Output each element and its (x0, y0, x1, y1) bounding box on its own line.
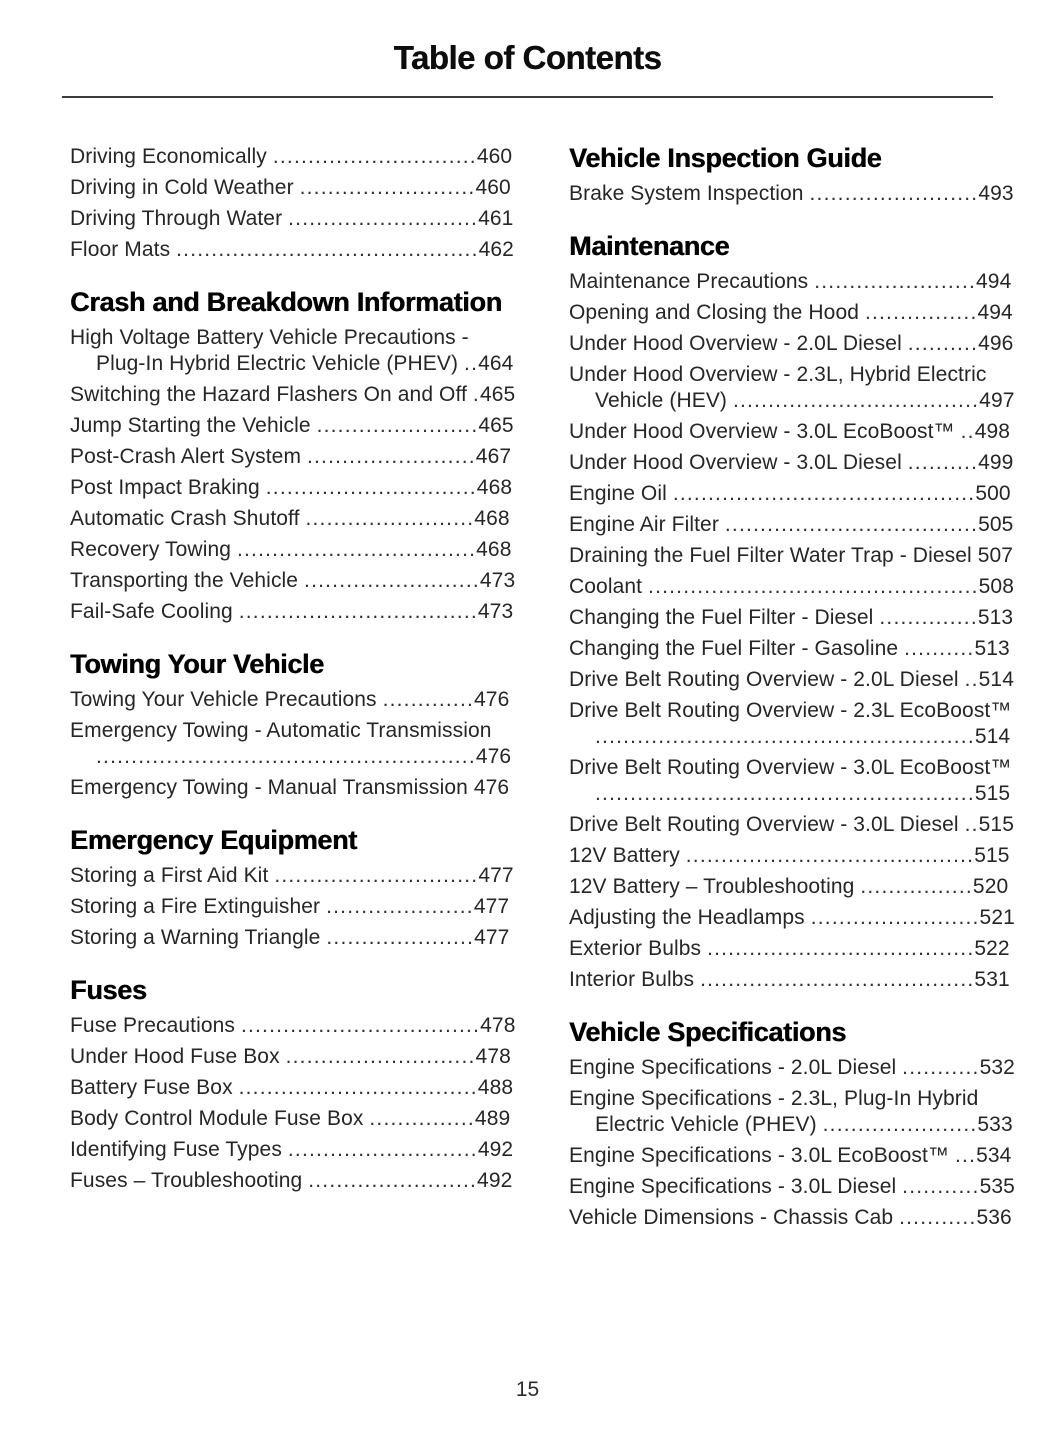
toc-entry-title: High Voltage Battery Vehicle Precautions - Plug-In Hybrid Electric Vehicle (PHEV) (70, 326, 469, 375)
toc-entry-leader-dots: ........................................... (176, 238, 479, 261)
toc-entry-page: 460 (475, 176, 511, 199)
toc-entry-leader-dots: ........................................... (672, 482, 976, 505)
toc-entry-leader-dots: ...................... (822, 1113, 978, 1136)
toc-entry (569, 755, 1015, 807)
toc-entry (569, 269, 1015, 295)
toc-entry (569, 874, 1015, 900)
toc-entry (569, 450, 1015, 476)
toc-entry-page: 515 (974, 782, 1011, 805)
toc-entry (70, 894, 516, 920)
section-heading: Vehicle Specifications (569, 1017, 847, 1047)
toc-entry-leader-dots: ........................... (287, 1138, 478, 1161)
toc-entry-leader-dots: . (472, 383, 480, 406)
toc-entry-title: Changing the Fuel Filter - Gasoline (569, 637, 905, 660)
toc-entry (569, 1055, 1015, 1081)
toc-entry-title: Engine Specifications - 3.0L Diesel (569, 1175, 903, 1198)
toc-entry (569, 636, 1015, 662)
toc-entry (569, 419, 1015, 445)
section-heading: Emergency Equipment (70, 825, 357, 855)
toc-entry-page: 494 (976, 270, 1012, 293)
toc-entry-title: Storing a Fire Extinguisher (70, 895, 327, 918)
page-title: Table of Contents (393, 39, 662, 76)
toc-entry (70, 1168, 516, 1194)
toc-entry (569, 1205, 1015, 1231)
toc-entry (70, 1106, 516, 1132)
toc-entry-page: 476 (474, 688, 510, 711)
toc-entry-leader-dots: ...................................................... (595, 782, 975, 805)
toc-entry (569, 331, 1015, 357)
toc-entry (569, 481, 1015, 507)
toc-entry-leader-dots: .............................. (265, 476, 477, 499)
toc-entry-page: 467 (475, 445, 512, 468)
section-heading: Maintenance (569, 231, 730, 261)
toc-entry-title: Driving Through Water (70, 207, 289, 230)
toc-entry-title: Fail-Safe Cooling (70, 600, 239, 623)
toc-entry-page: 499 (978, 451, 1014, 474)
section-heading: Fuses (70, 975, 147, 1005)
toc-entry-title: Under Hood Fuse Box (70, 1045, 286, 1068)
toc-section (70, 650, 516, 801)
toc-entry-page: 514 (978, 668, 1014, 691)
toc-entry-page: 520 (972, 875, 1009, 898)
toc-entry-title: Under Hood Overview - 2.0L Diesel (569, 332, 908, 355)
toc-entry-title: Towing Your Vehicle Precautions (70, 688, 383, 711)
toc-entry (70, 1075, 516, 1101)
toc-entry-title: Fuses – Troubleshooting (70, 1169, 309, 1192)
toc-entry-page: 515 (974, 844, 1010, 867)
column-right (569, 144, 1015, 1236)
toc-entry-leader-dots: ................ (864, 301, 978, 324)
toc-entry-page: 505 (978, 513, 1014, 536)
toc-entry-page: 488 (477, 1076, 514, 1099)
toc-entry-title: Adjusting the Headlamps (569, 906, 811, 929)
toc-entry (70, 537, 516, 563)
toc-entry-title: 12V Battery (569, 844, 686, 867)
toc-entry-page: 508 (978, 575, 1014, 598)
toc-entry-title: Driving in Cold Weather (70, 176, 300, 199)
toc-entry-page: 507 (977, 544, 1014, 567)
toc-entry-leader-dots: .. (964, 668, 979, 691)
toc-entry-page: 468 (476, 538, 512, 561)
toc-entry (70, 718, 516, 770)
toc-entry-page: 477 (473, 895, 510, 918)
toc-entry-title: 12V Battery – Troubleshooting (569, 875, 861, 898)
toc-entry-page: 462 (478, 238, 514, 261)
toc-entry (70, 506, 516, 532)
toc-entry (569, 1174, 1015, 1200)
toc-entry-page: 531 (974, 968, 1010, 991)
toc-entry (70, 1013, 516, 1039)
toc-entry-leader-dots: ....................................... (700, 968, 975, 991)
toc-entry-page: 477 (474, 926, 510, 949)
toc-entry-page: 492 (477, 1138, 514, 1161)
toc-entry-page: 478 (475, 1045, 511, 1068)
toc-entry-page: 476 (473, 776, 510, 799)
toc-entry (569, 512, 1015, 538)
section-heading: Crash and Breakdown Information (70, 287, 502, 317)
toc-entry-page: 513 (977, 606, 1014, 629)
toc-entry-title: Engine Air Filter (569, 513, 725, 536)
toc-entry-page: 494 (977, 301, 1013, 324)
toc-entry (70, 413, 516, 439)
toc-entry-leader-dots: .......... (904, 637, 975, 660)
toc-entry-title: Under Hood Overview - 2.3L, Hybrid Electric Vehicle (HEV) (569, 363, 987, 412)
toc-entry-page: 535 (979, 1175, 1015, 1198)
toc-entry (70, 1044, 516, 1070)
toc-entry-title: Drive Belt Routing Overview - 2.0L Diesel (569, 668, 965, 691)
toc-entry-title: Floor Mats (70, 238, 177, 261)
toc-entry-title: Storing a First Aid Kit (70, 864, 275, 887)
toc-entry (569, 605, 1015, 631)
toc-entry-title: Changing the Fuel Filter - Diesel (569, 606, 880, 629)
toc-entry-page: 460 (476, 145, 513, 168)
toc-entry-page: 498 (974, 420, 1011, 443)
toc-entry (569, 300, 1015, 326)
toc-entry-title: Vehicle Dimensions - Chassis Cab (569, 1206, 900, 1229)
toc-entry-title: Maintenance Precautions (569, 270, 815, 293)
toc-entry-leader-dots: ........................ (810, 906, 980, 929)
toc-entry-leader-dots: .......... (907, 451, 979, 474)
toc-entry (70, 325, 516, 377)
toc-entry-leader-dots: .................................. (238, 1076, 478, 1099)
column-left (70, 144, 516, 1236)
toc-entry-leader-dots: ........................ (305, 507, 475, 530)
toc-entry-leader-dots: ........................... (288, 207, 479, 230)
toc-entry-page: 465 (478, 414, 514, 437)
toc-entry-title: Recovery Towing (70, 538, 237, 561)
toc-entry-page: 489 (474, 1107, 511, 1130)
toc-entry (70, 687, 516, 713)
toc-entry-leader-dots: ...................................................... (96, 745, 476, 768)
toc-entry-page: 468 (474, 507, 510, 530)
toc-entry-title: Under Hood Overview - 3.0L Diesel (569, 451, 908, 474)
toc-entry-leader-dots: ....................... (814, 270, 977, 293)
toc-entry-title: Post-Crash Alert System (70, 445, 307, 468)
toc-entry-leader-dots: ............................. (274, 864, 479, 887)
toc-entry (569, 843, 1015, 869)
toc-entry (70, 775, 516, 801)
toc-section (569, 232, 1015, 993)
toc-entry-leader-dots: ............................................... (648, 575, 979, 598)
toc-section (70, 144, 516, 263)
toc-entry-leader-dots: ........... (902, 1175, 980, 1198)
toc-entry (569, 936, 1015, 962)
toc-entry-page: 496 (978, 332, 1014, 355)
toc-entry-title: Fuse Precautions (70, 1014, 241, 1037)
toc-entry-leader-dots: ..................... (326, 895, 474, 918)
toc-entry-leader-dots: ................ (860, 875, 973, 898)
toc-entry (569, 905, 1015, 931)
toc-entry-title: Engine Specifications - 3.0L EcoBoost™ (569, 1144, 956, 1167)
toc-entry-leader-dots: ........................ (308, 1169, 478, 1192)
toc-entry-page: 532 (979, 1056, 1015, 1079)
toc-entry-leader-dots: ..................... (326, 926, 475, 949)
toc-entry (569, 812, 1015, 838)
toc-entry-page: 500 (975, 482, 1011, 505)
toc-entry-leader-dots: ......................................... (685, 844, 975, 867)
toc-entry-page: 521 (979, 906, 1015, 929)
toc-entry-page: 476 (475, 745, 512, 768)
toc-entry-leader-dots: ...................................... (707, 937, 975, 960)
toc-entry-leader-dots: .. (464, 352, 479, 375)
toc-entry-page: 464 (478, 352, 514, 375)
toc-entry-title: Coolant (569, 575, 649, 598)
toc-entry-page: 465 (479, 383, 516, 406)
toc-columns (62, 143, 1015, 1236)
toc-entry (70, 599, 516, 625)
toc-entry-page: 515 (978, 813, 1014, 836)
toc-entry (70, 206, 516, 232)
toc-entry (70, 144, 516, 170)
toc-entry-title: Transporting the Vehicle (70, 569, 305, 592)
toc-entry (569, 574, 1015, 600)
toc-entry-page: 461 (478, 207, 514, 230)
toc-entry (569, 543, 1015, 569)
toc-entry-title: Opening and Closing the Hood (569, 301, 865, 324)
toc-section (70, 288, 516, 625)
toc-entry-page: 473 (479, 569, 516, 592)
toc-entry-leader-dots: .......... (907, 332, 979, 355)
toc-entry-leader-dots: ......................... (304, 569, 480, 592)
toc-entry-leader-dots: .............. (879, 606, 978, 629)
toc-entry-leader-dots: .................................... (724, 513, 979, 536)
toc-entry-title: Draining the Fuel Filter Water Trap - Diesel (569, 544, 978, 567)
toc-entry-leader-dots: .. (960, 420, 975, 443)
title-divider (62, 96, 993, 98)
toc-entry-leader-dots: ........................... (285, 1045, 476, 1068)
toc-entry-title: Driving Economically (70, 145, 273, 168)
toc-entry-title: Switching the Hazard Flashers On and Off (70, 383, 473, 406)
toc-entry (70, 1137, 516, 1163)
toc-entry (70, 175, 516, 201)
toc-entry-leader-dots: ............. (382, 688, 475, 711)
toc-entry-page: 492 (477, 1169, 513, 1192)
section-heading: Vehicle Inspection Guide (569, 143, 882, 173)
toc-entry-leader-dots: .. (964, 813, 979, 836)
toc-entry-leader-dots: ............................. (272, 145, 477, 168)
toc-entry-page: 477 (478, 864, 514, 887)
toc-entry-title: Jump Starting the Vehicle (70, 414, 317, 437)
toc-entry (569, 1086, 1015, 1138)
toc-entry-title: Engine Specifications - 2.3L, Plug-In Hybrid Electric Vehicle (PHEV) (569, 1087, 979, 1136)
toc-entry (569, 362, 1015, 414)
toc-entry-leader-dots: ........................ (306, 445, 476, 468)
toc-entry (569, 698, 1015, 750)
toc-entry-title: Storing a Warning Triangle (70, 926, 327, 949)
toc-entry-page: 533 (977, 1113, 1013, 1136)
toc-entry-title: Drive Belt Routing Overview - 3.0L Diesel (569, 813, 965, 836)
toc-section (70, 826, 516, 951)
toc-entry-page: 468 (476, 476, 513, 499)
toc-entry-page: 522 (974, 937, 1010, 960)
toc-entry-page: 514 (974, 725, 1011, 748)
toc-entry-page: 473 (477, 600, 514, 623)
toc-entry-leader-dots: .................................. (240, 1014, 481, 1037)
toc-entry-page: 497 (979, 389, 1015, 412)
toc-entry-page: 534 (976, 1144, 1012, 1167)
toc-entry (70, 237, 516, 263)
toc-entry-leader-dots: ....................... (316, 414, 479, 437)
page-number: 15 (515, 1378, 540, 1401)
toc-entry-title: Battery Fuse Box (70, 1076, 239, 1099)
toc-entry (70, 475, 516, 501)
toc-entry-title: Drive Belt Routing Overview - 3.0L EcoBoost™ (569, 756, 1012, 779)
toc-entry-page: 493 (978, 182, 1014, 205)
toc-entry-title: Brake System Inspection (569, 182, 810, 205)
toc-entry-title: Engine Specifications - 2.0L Diesel (569, 1056, 903, 1079)
toc-entry-page: 513 (974, 637, 1010, 660)
toc-entry-leader-dots: ... (955, 1144, 977, 1167)
toc-entry (70, 568, 516, 594)
toc-entry (569, 667, 1015, 693)
toc-entry-title: Exterior Bulbs (569, 937, 708, 960)
toc-entry-leader-dots: ........... (902, 1056, 980, 1079)
toc-section (569, 144, 1015, 207)
toc-entry (70, 925, 516, 951)
toc-entry-title: Emergency Towing - Automatic Transmission (70, 719, 492, 742)
toc-entry-title: Under Hood Overview - 3.0L EcoBoost™ (569, 420, 961, 443)
toc-entry-leader-dots: .................................. (238, 600, 478, 623)
toc-entry-title: Engine Oil (569, 482, 673, 505)
toc-entry-title: Body Control Module Fuse Box (70, 1107, 370, 1130)
toc-entry-leader-dots: ...................................................... (595, 725, 975, 748)
toc-entry (569, 181, 1015, 207)
toc-entry-title: Emergency Towing - Manual Transmission (70, 776, 474, 799)
toc-entry (569, 967, 1015, 993)
toc-entry-leader-dots: ......................... (299, 176, 476, 199)
toc-entry-title: Identifying Fuse Types (70, 1138, 288, 1161)
toc-entry-leader-dots: ........................ (809, 182, 979, 205)
toc-entry (569, 1143, 1015, 1169)
toc-entry-page: 478 (480, 1014, 516, 1037)
toc-entry-title: Post Impact Braking (70, 476, 266, 499)
section-heading: Towing Your Vehicle (70, 649, 324, 679)
toc-entry (70, 444, 516, 470)
toc-entry (70, 863, 516, 889)
toc-entry-title: Interior Bulbs (569, 968, 701, 991)
toc-section (70, 976, 516, 1194)
toc-entry-leader-dots: ............... (369, 1107, 475, 1130)
toc-entry (70, 382, 516, 408)
toc-entry-page: 536 (976, 1206, 1012, 1229)
toc-entry-leader-dots: ........... (899, 1206, 977, 1229)
toc-entry-title: Drive Belt Routing Overview - 2.3L EcoBoost™ (569, 699, 1012, 722)
toc-entry-leader-dots: .................................. (236, 538, 477, 561)
toc-entry-title: Automatic Crash Shutoff (70, 507, 306, 530)
toc-section (569, 1018, 1015, 1231)
toc-entry-leader-dots: ................................... (732, 389, 980, 412)
